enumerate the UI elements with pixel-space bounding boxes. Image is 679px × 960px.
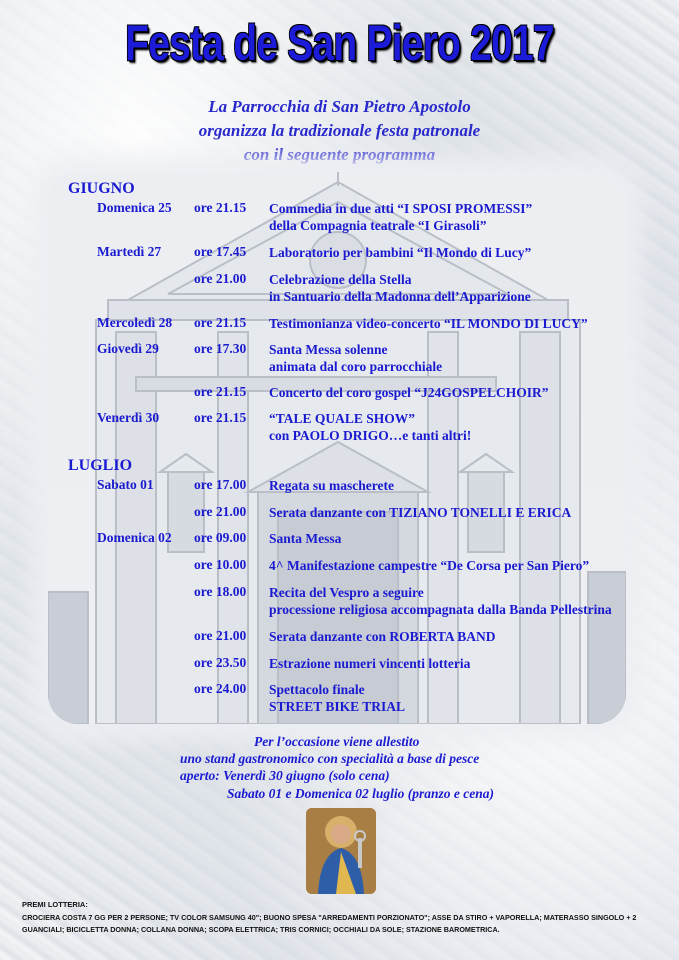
event-description-line: Santa Messa solenne	[269, 342, 388, 357]
event-description-line: in Santuario della Madonna dell’Apparizione	[269, 289, 531, 304]
event-description	[269, 384, 549, 401]
event-description-line: Laboratorio per bambini “Il Mondo di Lucy”	[269, 245, 532, 260]
event-day: Domenica 02	[97, 530, 172, 545]
event-description	[269, 681, 405, 715]
event-day: Mercoledì 28	[97, 315, 173, 330]
event-description	[269, 244, 531, 261]
prizes-list	[22, 912, 662, 936]
event-day: Venerdì 30	[97, 410, 160, 425]
event-time: ore 21.00	[194, 504, 247, 519]
event-description-line: animata dal coro parrocchiale	[269, 359, 443, 374]
event-description	[269, 271, 531, 305]
event-description-line: Estrazione numeri vincenti lotteria	[269, 656, 471, 671]
event-description-line: STREET BIKE TRIAL	[269, 699, 406, 714]
event-description	[269, 410, 471, 444]
event-time: ore 17.45	[194, 244, 247, 259]
intro-line-1: La Parrocchia di San Pietro Apostolo	[208, 97, 471, 116]
event-description-line: “TALE QUALE SHOW”	[269, 411, 416, 426]
event-description	[269, 628, 496, 645]
event-description-line: Santa Messa	[269, 531, 342, 546]
event-description-line: della Compagnia teatrale “I Girasoli”	[269, 218, 487, 233]
stand-info-line-4: Sabato 01 e Domenica 02 luglio (pranzo e cena)	[227, 786, 494, 801]
prizes-line-1: CROCIERA COSTA 7 GG PER 2 PERSONE; TV COLOR SAMSUNG 40"; BUONO SPESA "ARREDAMENTI PORZIONATO"; ASSE DA STIRO + VAPORELLA; MATERASSO SINGOLO + 2	[22, 913, 637, 922]
event-time: ore 09.00	[194, 530, 247, 545]
event-description-line: Celebrazione della Stella	[269, 272, 412, 287]
event-time: ore 10.00	[194, 557, 247, 572]
stand-info-line-3: aperto: Venerdì 30 giugno (solo cena)	[180, 768, 390, 783]
month-june: GIUGNO	[68, 180, 135, 197]
event-description	[269, 557, 589, 574]
event-day: Domenica 25	[97, 200, 172, 215]
event-time: ore 17.00	[194, 477, 247, 492]
event-time: ore 21.15	[194, 315, 247, 330]
stand-info-line-1: Per l’occasione viene allestito	[254, 734, 420, 749]
intro-line-2: organizza la tradizionale festa patronale	[198, 121, 481, 140]
stand-info-line-2: uno stand gastronomico con specialità a base di pesce	[180, 751, 480, 766]
event-description	[269, 504, 571, 521]
event-description-line: Commedia in due atti “I SPOSI PROMESSI”	[269, 201, 533, 216]
event-description-line: processione religiosa accompagnata dalla Banda Pellestrina	[269, 602, 612, 617]
prizes-heading: PREMI LOTTERIA:	[22, 900, 88, 909]
event-description-line: Spettacolo finale	[269, 682, 365, 697]
saint-peter-image	[306, 808, 376, 894]
poster-title: Festa de San Piero 2017	[125, 15, 554, 71]
event-time: ore 21.15	[194, 410, 247, 425]
event-description	[269, 530, 341, 547]
event-description	[269, 477, 394, 494]
event-time: ore 23.50	[194, 655, 247, 670]
event-description-line: Testimonianza video-concerto “IL MONDO DI LUCY”	[269, 316, 588, 331]
intro-line-3: con il seguente programma	[243, 145, 436, 164]
event-description-line: Serata danzante con TIZIANO TONELLI E ERICA	[269, 505, 572, 520]
event-description-line: con PAOLO DRIGO…e tanti altri!	[269, 428, 472, 443]
prizes-line-2: GUANCIALI; BICICLETTA DONNA; COLLANA DONNA; SCOPA ELETTRICA; TRIS CORNICI; OCCHIALI DA SOLE; STAZIONE BAROMETRICA.	[22, 925, 500, 934]
event-time: ore 18.00	[194, 584, 247, 599]
event-time: ore 21.00	[194, 628, 247, 643]
event-time: ore 21.15	[194, 200, 247, 215]
event-day: Giovedì 29	[97, 341, 159, 356]
event-time: ore 21.15	[194, 384, 247, 399]
event-description-line: Concerto del coro gospel “J24GOSPELCHOIR”	[269, 385, 549, 400]
event-time: ore 24.00	[194, 681, 247, 696]
event-description-line: Regata su mascherete	[269, 478, 394, 493]
event-time: ore 21.00	[194, 271, 247, 286]
event-description-line: Recita del Vespro a seguire	[269, 585, 424, 600]
event-description	[269, 315, 588, 332]
event-description-line: Serata danzante con ROBERTA BAND	[269, 629, 496, 644]
event-description	[269, 341, 442, 375]
event-time: ore 17.30	[194, 341, 247, 356]
month-july: LUGLIO	[68, 457, 133, 474]
event-day: Sabato 01	[97, 477, 154, 492]
event-description	[269, 200, 532, 234]
event-description-line: 4^ Manifestazione campestre “De Corsa per San Piero”	[269, 558, 590, 573]
event-description	[269, 655, 470, 672]
event-description	[269, 584, 612, 618]
event-day: Martedì 27	[97, 244, 162, 259]
